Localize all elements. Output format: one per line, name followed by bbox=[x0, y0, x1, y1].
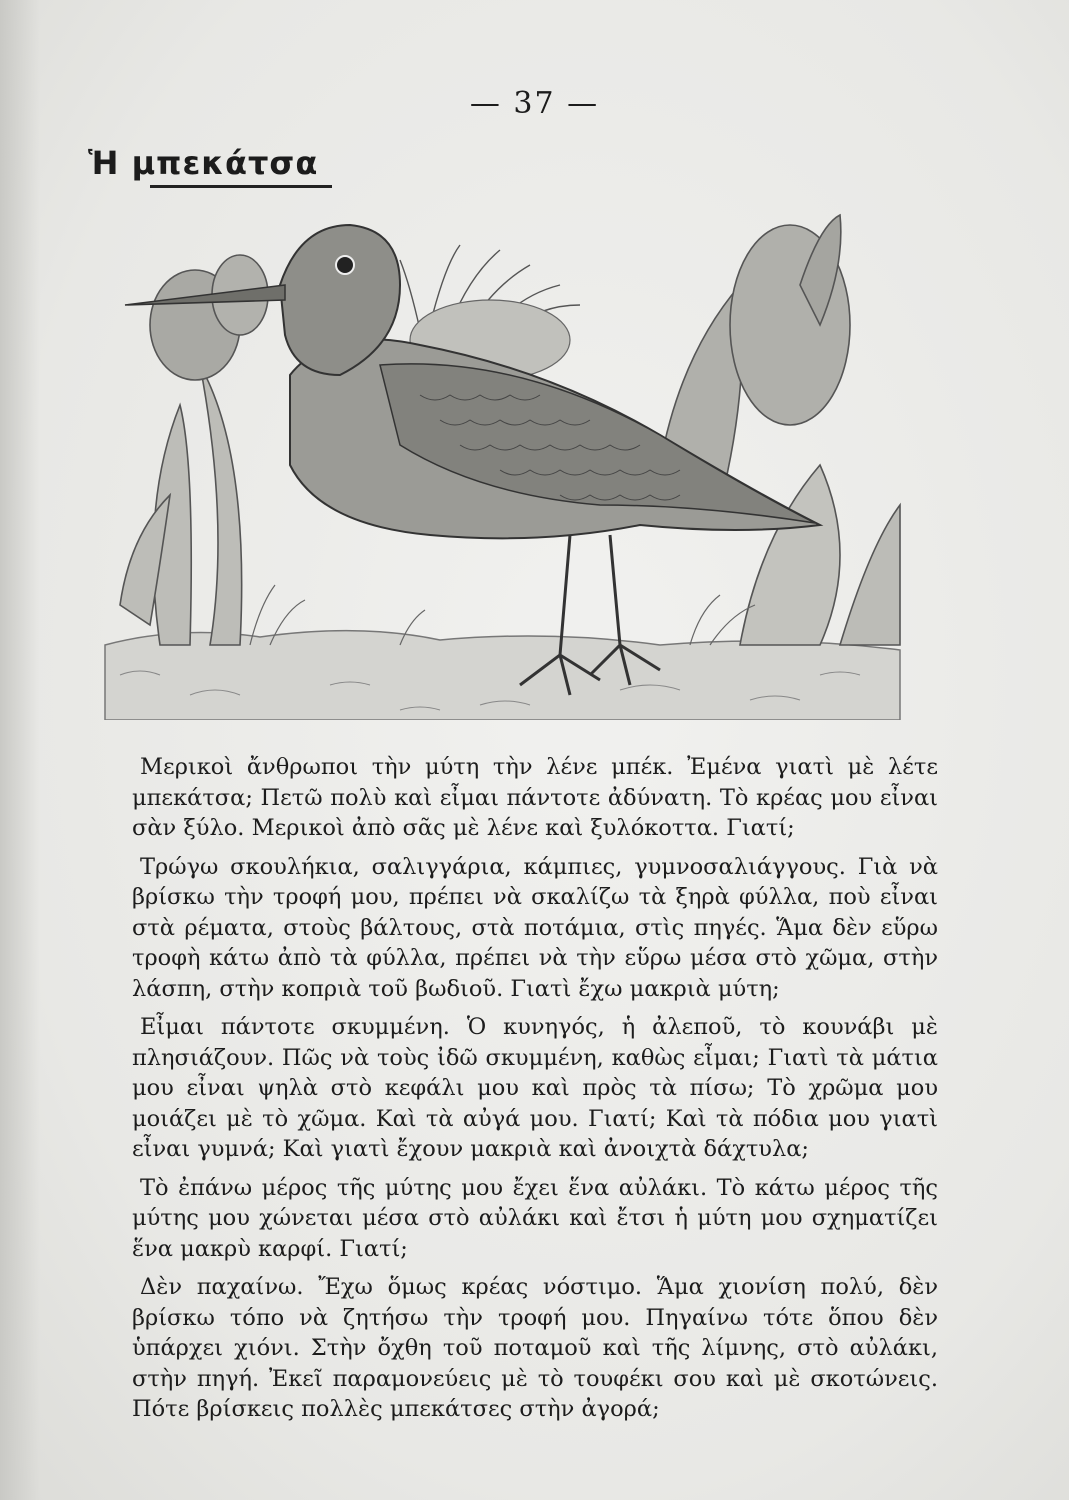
chapter-title: Ἡ μπεκάτσα bbox=[88, 144, 319, 182]
title-underline bbox=[150, 185, 332, 188]
page-edge-shadow bbox=[0, 0, 40, 1500]
bird-eye bbox=[336, 256, 354, 274]
woodcock-illustration bbox=[100, 205, 905, 720]
paragraph-1: Μερικοὶ ἄνθρωποι τὴν μύτη τὴν λένε μπέκ. Ἐμένα γιατὶ μὲ λέτε μπεκάτσα; Πετῶ πολὺ καὶ εἶμαι πάντοτε ἀδύνατη. Τὸ κρέας μου εἶναι σὰν ξύλο. Μερικοὶ ἀπὸ σᾶς μὲ λένε καὶ ξυλόκοττα. Γιατί; bbox=[132, 754, 938, 841]
paragraph-5: Δὲν παχαίνω. Ἔχω ὅμως κρέας νόστιμο. Ἅμα χιονίση πολύ, δὲν βρίσκω τόπο νὰ ζητήσω τὴν τροφή μου. Πηγαίνω τότε ὅπου δὲν ὑπάρχει χιόνι. Στὴν ὄχθη τοῦ ποταμοῦ καὶ τῆς λίμνης, στὸ αὐλάκι, στὴν πηγή. Ἐκεῖ παραμονεύεις μὲ τὸ τουφέκι σου καὶ μὲ σκοτώνεις. Πότε βρίσκεις πολλὲς μπεκάτσες στὴν ἀγορά; bbox=[132, 1274, 938, 1422]
right-plants bbox=[660, 215, 900, 645]
left-plant bbox=[120, 255, 268, 645]
paragraph-3: Εἶμαι πάντοτε σκυμμένη. Ὁ κυνηγός, ἡ ἀλεποῦ, τὸ κουνάβι μὲ πλησιάζουν. Πῶς νὰ τοὺς ἰδῶ σκυμμένη, καθὼς εἶμαι; Γιατὶ τὰ μάτια μου εἶναι ψηλὰ στὸ κεφάλι μου καὶ πρὸς τὰ πίσω; Τὸ χρῶμα μου μοιάζει μὲ τὸ χῶμα. Καὶ τὰ αὐγά μου. Γιατί; Καὶ τὰ πόδια μου γιατὶ εἶναι γυμνά; Καὶ γιατὶ ἔχουν μακριὰ καὶ ἀνοιχτὰ δάχτυλα; bbox=[132, 1014, 938, 1162]
page-number: — 37 — bbox=[469, 86, 600, 121]
paragraph-2: Τρώγω σκουλήκια, σαλιγγάρια, κάμπιες, γυμνοσαλιάγγους. Γιὰ νὰ βρίσκω τὴν τροφή μου, πρέπει νὰ σκαλίζω τὰ ξηρὰ φύλλα, ποὺ εἶναι στὰ ρέματα, στοὺς βάλτους, στὰ ποτάμια, στὶς πηγές. Ἅμα δὲν εὕρω τροφὴ κάτω ἀπὸ τὰ φύλλα, πρέπει νὰ τὴν εὕρω μέσα στὸ χῶμα, στὴν λάσπη, στὴν κοπριὰ τοῦ βωδιοῦ. Γιατὶ ἔχω μακριὰ μύτη; bbox=[132, 853, 938, 1002]
body-text bbox=[132, 752, 938, 1433]
paragraph-4: Τὸ ἐπάνω μέρος τῆς μύτης μου ἔχει ἕνα αὐλάκι. Τὸ κάτω μέρος τῆς μύτης μου χώνεται μέσα στὸ αὐλάκι καὶ ἔτσι ἡ μύτη μου σχηματίζει ἕνα μακρὺ καρφί. Γιατί; bbox=[132, 1174, 938, 1262]
